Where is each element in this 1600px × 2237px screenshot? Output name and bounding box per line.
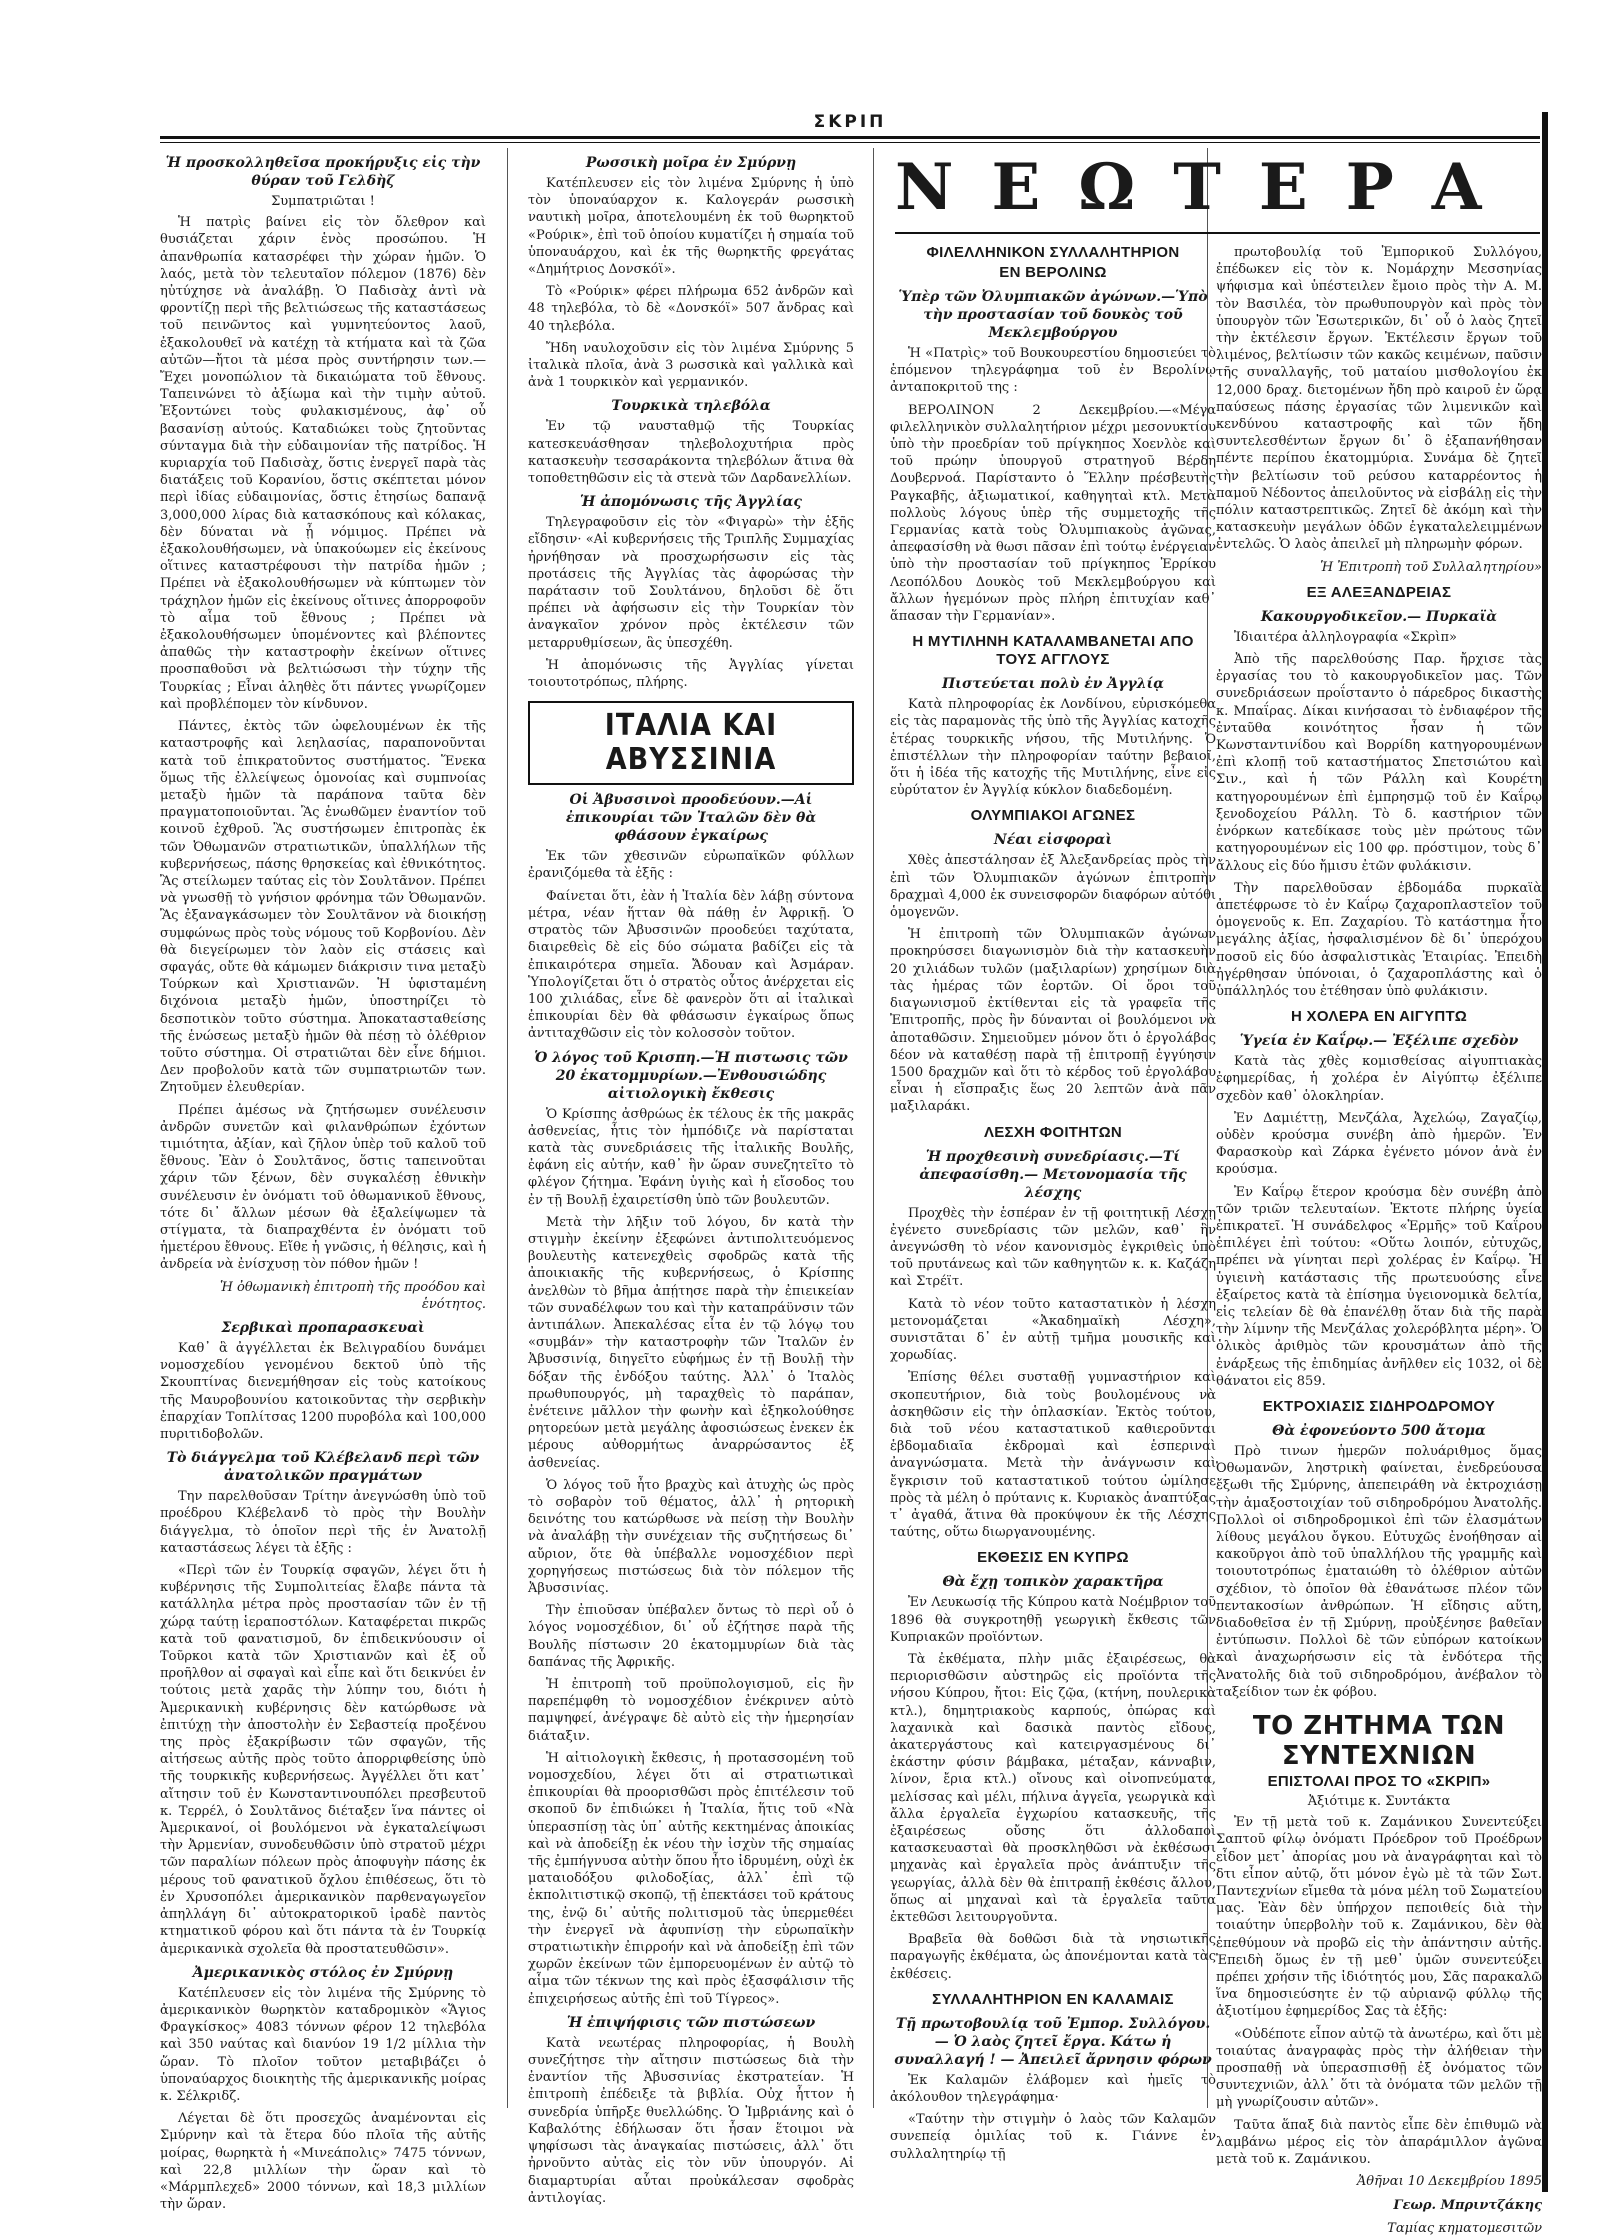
paragraph: Ἤδη ναυλοχοῦσιν εἰς τὸν λιμένα Σμύρνης 5 ἰταλικὰ πλοῖα, ἀνὰ 3 ρωσσικὰ καὶ γαλλικὰ καὶ ἀνὰ 1 τουρκικὸν καὶ γερμανικόν.	[528, 340, 854, 391]
paragraph: Τηλεγραφοῦσιν εἰς τὸν «Φιγαρὼ» τὴν ἑξῆς εἴδησιν· «Αἱ κυβερνήσεις τῆς Τριπλῆς Συμμαχίας ἠρνήθησαν νὰ προσχωρήσωσιν εἰς τὰς προτάσεις τῆς Ἀγγλίας τὰς ἀφορώσας τὴν παράτασιν τοῦ Σουλτάνου, δηλοῦσι δὲ ὅτι πρέπει νὰ ἀφήσωσιν εἰς τὴν Τουρκίαν τὸν ἀναγκαῖον χρόνον πρὸς ἐκτέλεσιν τῶν μεταρρυθμίσεων, ἃς ὑπεσχέθη.	[528, 515, 854, 651]
paragraph: Προχθὲς τὴν ἑσπέραν ἐν τῇ φοιτητικῇ Λέσχῃ ἐγένετο συνεδρίασις τῶν μελῶν, καθ᾽ ἣν ἀνεγνώσθη τὸ νέον κανονισμὸς ἐγκριθεὶς ὑπὸ τοῦ πρυτάνεως καὶ τῶν καθηγητῶν κ. κ. Καζάζη καὶ Στρέϊτ.	[890, 1205, 1216, 1290]
headline: Ἀμερικανικὸς στόλος ἐν Σμύρνῃ	[192, 1964, 454, 1981]
subhead: Θὰ ἔχῃ τοπικὸν χαρακτῆρα	[942, 1574, 1164, 1591]
paragraph: Ἀπὸ τῆς παρελθούσης Παρ. ἤρχισε τὰς ἐργασίας του τὸ κακουργοδικεῖον μας. Τῶν συνεδριάσεων προΐσταντο ὁ πάρεδρος δικαστὴς κ. Μπαΐρας. Δίκαι κινήσασαι τὸ ἐνδιαφέρον τῆς ἐνταῦθα κοινότητος ἦσαν ἡ τῶν Κωνσταντινίδου καὶ Βορρίδη κατηγορουμένων ἐπὶ κλοπῇ τοῦ καταστήματος Σπετσιώτου καὶ Σιν., καὶ ἡ τῶν Ράλλη καὶ Κουρέτη κατηγορουμένων ἐπὶ ἐμπρησμῷ τοῦ ἐν Καΐρῳ ξενοδοχείου Ράλλη. Τὸ δ. καστήριον τῶν ἐνόρκων κατεδίκασε τοὺς μὲν πρώτους τῶν κατηγορουμένων εἰς 100 φρ. πρόστιμον, τοὺς δ᾽ ἄλλους εἰς δύο ἤμισυ ἐτῶν φυλάκισιν.	[1216, 652, 1542, 874]
paragraph: Ἰδιαιτέρα ἀλληλογραφία «Σκρὶπ»	[1234, 629, 1457, 645]
headline: Ρωσσικὴ μοῖρα ἐν Σμύρνῃ	[585, 155, 797, 171]
paragraph: Τὴν παρελθοῦσαν ἑβδομάδα πυρκαϊὰ ἀπετέφρωσε τὸ ἐν Καΐρῳ ζαχαροπλαστεῖον τοῦ ὁμογενοῦς κ. Επ. Ζαχαρίου. Τὸ κατάστημα ἦτο μεγάλης ἀξίας, ἠσφαλισμένον δὲ δι᾽ ὑπερόχου ποσοῦ εἰς δύο ἀσφαλιστικὰς Ἑταιρίας. Ἐπειδὴ ἠγέρθησαν ὑπόνοιαι, ὁ ζαχαροπλάστης καὶ ὁ ὑπάλληλός του ἐτέθησαν ὑπὸ φυλάκισιν.	[1216, 880, 1542, 999]
headline: ΕΞ ΑΛΕΞΑΝΔΡΕΙΑΣ	[1306, 583, 1452, 601]
subhead: Τῇ πρωτοβουλίᾳ τοῦ Ἐμπορ. Συλλόγου.— Ὁ λαὸς ζητεῖ ἔργα. Κάτω ἡ συναλλαγή ! — Ἀπειλεῖ ἄρνησιν φόρων	[894, 2015, 1212, 2068]
headline: ΦΙΛΕΛΛΗΝΙΚΟΝ ΣΥΛΛΑΛΗΤΗΡΙΟΝ	[926, 244, 1180, 261]
paragraph: Ἐν τῷ ναυσταθμῷ τῆς Τουρκίας κατεσκευάσθησαν τηλεβολοχυτήρια πρὸς κατασκευὴν τεσσαράκοντα τηλεβόλων ἅτινα θὰ τοποθετηθῶσιν εἰς τὰ στενὰ τῶν Δαρδανελλίων.	[528, 419, 854, 487]
subhead: Θὰ ἐφονεύοντο 500 ἄτομα	[1272, 1422, 1486, 1439]
section-banner: ΤΟ ΖΗΤΗΜΑ ΤΩΝ ΣΥΝΤΕΧΝΙΩΝ	[1252, 1711, 1506, 1772]
subhead: Κακουργοδικεῖον.— Πυρκαϊὰ	[1260, 608, 1498, 625]
paragraph: Ἐπίσης θέλει συσταθῇ γυμναστήριον καὶ σκοπευτήριον, διὰ τοὺς βουλομένους νὰ ἀσκηθῶσιν εἰς τὴν ὁπλασκίαν. Ἐκτὸς τούτου, διὰ τοῦ νέου καταστατικοῦ καθιεροῦνται ἑβδομαδιαῖα ἐκδρομαὶ καὶ ἑσπεριναὶ ἀναγνώσματα. Μετὰ τὴν ἀνάγνωσιν καὶ ἔγκρισιν τοῦ καταστατικοῦ τούτου ὡμίλησε πρὸς τὰ μέλη ὁ πρύτανις κ. Κυριακὸς ἀναπτύξας τ᾽ ἀγαθά, ἅτινα θὰ προκύψουν ἐκ τῆς Λέσχης ταύτης, οὕτω διωργανουμένης.	[890, 1370, 1216, 1541]
paragraph: Ἡ αἰτιολογικὴ ἔκθεσις, ἡ προτασσομένη τοῦ νομοσχεδίου, λέγει ὅτι αἱ στρατιωτικαὶ ἐπικουρίαι θὰ προορισθῶσι πρὸς ἐπιτέλεσιν τοῦ σκοποῦ δν ἐπιδιώκει ἡ Ἰταλία, ἥτις τοῦ «Νὰ ὑπερασπίσῃ τὰς ὑπ᾽ αὐτῆς κεκτημένας ἀποικίας καὶ νὰ ἀποδείξῃ ἐκ νέου τὴν ἰσχὺν τῆς σημαίας τῆς ἐμπήγνυσα αὐτὴν ὅπου ἦτο ἰδρυμένη, οὐχὶ ἐκ ματαιοδόξου φιλοδοξίας, ἀλλ᾽ ἐπὶ τῷ ἐκπολιτιστικῷ σκοπῷ, τῇ ἐπεκτάσει τοῦ κράτους της, ἐνῷ δι᾽ αὐτῆς πολιτισμοῦ τὰς ὑπερμεθέει τὴν ἐνεργεῖ νὰ ἀφυπνίσῃ τὴν εὐρωπαϊκὴν στρατιωτικὴν ἐπιρροήν καὶ νὰ ἀποδείξῃ ἐπὶ τῶν χωρῶν ἐκείνων τῶν ἐμπορευομένων ἐν αὐτῷ τὸ αἷμα τῶν τέκνων της καὶ πρὸς ἐξασφάλισιν τῆς ἐπιχειρήσεως αὐτῆς ἐπὶ τοῦ Τίγρεος».	[528, 1750, 854, 2007]
paragraph: Την παρελθοῦσαν Τρίτην ἀνεγνώσθη ὑπὸ τοῦ προέδρου Κλέβελανδ τὸ πρὸς τὴν Βουλὴν διάγγελμα, τὸ ὁποῖον περὶ τῆς ἐν Ἀνατολῇ καταστάσεως λέγει τὰ ἑξῆς :	[160, 1489, 486, 1556]
paragraph: Κατέπλευσεν εἰς τὸν λιμένα Σμύρνης ἡ ὑπὸ τὸν ὑποναύαρχον κ. Καλογεράν ρωσσικὴ ναυτικὴ μοῖρα, ἀποτελουμένη ἐκ τοῦ θωρηκτοῦ «Ρούρικ», ἐπὶ τοῦ ὁποίου κυματίζει ἡ σημαία τοῦ ὑποναυάρχου, καὶ ἐκ τῆς θωρηκτῆς φρεγάτας «Δημήτριος Δονσκόϊ».	[528, 176, 854, 278]
paragraph: Κατὰ νεωτέρας πληροφορίας, ἡ Βουλὴ συνεζήτησε τὴν αἴτησιν πιστώσεως διὰ τὴν ἐναντίον τῆς Ἀβυσσινίας ἐκστρατείαν. Ἡ ἐπιτροπὴ ἐπέδειξε τὰ βιβλία. Οὐχ ἧττον ἡ συνεδρία ὑπῆρξε θυελλώδης. Ὁ Ἰμβριάνης καὶ ὁ Καβαλότης ἐδήλωσαν ὅτι ἦσαν ἕτοιμοι νὰ ψηφίσωσι τὰς ἀναγκαίας πιστώσεις, ἀλλ᾽ ὅτι ἠρνοῦντο αὐτὰς εἰς τὸν νῦν ὑπουργόν. Αἱ διαμαρτυρίαι αὗται προὐκάλεσαν σφοδρὰς ἀντιλογίας.	[528, 2035, 854, 2206]
column-rule	[507, 148, 508, 2108]
dateline: Ἀθῆναι 10 Δεκεμβρίου 1895	[1356, 2174, 1542, 2190]
subhead: Συμπατριῶται !	[271, 194, 375, 209]
page-edge-bar	[1542, 112, 1548, 2192]
paragraph: Ταῦτα ἅπαξ διὰ παντὸς εἶπε δὲν ἐπιθυμῶ νὰ λαμβάνω μέρος εἰς τὸν ἀπαράμιλλον ἀγῶνα μετὰ τοῦ κ. Ζαμάνικου.	[1216, 2117, 1542, 2168]
column-2	[528, 148, 854, 2206]
headline: Η ΧΟΛΕΡΑ ΕΝ ΑΙΓΥΠΤΩ	[1290, 1008, 1468, 1026]
paragraph: Ἐν Λευκωσίᾳ τῆς Κύπρου κατὰ Νοέμβριον τοῦ 1896 θὰ συγκροτηθῇ γεωργικὴ ἔκθεσις τῶν Κυπριακῶν προϊόντων.	[890, 1595, 1216, 1645]
paragraph: Κατέπλευσεν εἰς τὸν λιμένα τῆς Σμύρνης τὸ ἀμερικανικὸν θωρηκτὸν καταδρομικὸν «Ἅγιος Φραγκίσκος» 4083 τόννων φέρον 12 τηλεβόλα καὶ 350 ναύτας καὶ διανύον 19 1/2 μίλλια τὴν ὥραν. Τὸ πλοῖον τοῦτον μεταβιβάζει ὁ ὑποναύαρχος διοικητὴς τῆς ἀμερικανικῆς μοίρας κ. Σέλκριδζ.	[160, 1985, 486, 2104]
paragraph: Κατὰ τὸ νέον τοῦτο καταστατικὸν ἡ λέσχη μετονομάζεται «Ἀκαδημαϊκὴ Λέσχη», συνιστᾶται δ᾽ ἐν αὐτῇ τμῆμα μουσικῆς καὶ χορωδίας.	[890, 1296, 1216, 1364]
headline: ΕΚΤΡΟΧΙΑΣΙΣ ΣΙΔΗΡΟΔΡΟΜΟΥ	[1262, 1397, 1496, 1415]
subhead: Ὑπὲρ τῶν Ὀλυμπιακῶν ἀγώνων.—Ὑπὸ τὴν προστασίαν τοῦ δουκὸς τοῦ Μεκλεμβούργου	[898, 289, 1208, 341]
headline: ΕΚΘΕΣΙΣ ΕΝ ΚΥΠΡΩ	[977, 1549, 1129, 1567]
paragraph: Τὸ «Ρούρικ» φέρει πλήρωμα 652 ἀνδρῶν καὶ 48 τηλεβόλα, τὸ δὲ «Δονσκόϊ» 507 ἄνδρας καὶ 40 τηλεβόλα.	[528, 284, 854, 334]
neotera-banner: ΝΕΩΤΕΡΑ	[895, 150, 1520, 225]
paragraph: Τὴν ἐπιοῦσαν ὑπέβαλεν ὄντως τὸ περὶ οὗ ὁ λόγος νομοσχέδιον, δι᾽ οὗ ἐζήτησε παρὰ τῆς Βουλῆς πίστωσιν 20 ἑκατομμυρίων διὰ τὰς δαπάνας τῆς Ἀφρικῆς.	[528, 1603, 854, 1670]
signature: Γεωρ. Μπριντζάκης	[1393, 2197, 1542, 2213]
paragraph: Ἐκ τῶν χθεσινῶν εὐρωπαϊκῶν φύλλων ἐρανιζόμεθα τὰ ἑξῆς :	[528, 849, 854, 882]
paragraph: Καθ᾽ ἃ ἀγγέλλεται ἐκ Βελιγραδίου δυνάμει νομοσχεδίου γενομένου δεκτοῦ ὑπὸ τῆς Σκουπτίνας διενεμήθησαν εἰς τοὺς κατοίκους τῆς Μαυροβουνίου κατοικοῦντας τὴν σερβικὴν ἐπαρχίαν Τοπλίτσας 1200 πυροβόλα καὶ 100,000 πυριτιδοβολῶν.	[160, 1341, 486, 1443]
paragraph: Κατὰ τὰς χθὲς κομισθείσας αἰγυπτιακὰς ἐφημερίδας, ἡ χολέρα ἐν Αἰγύπτῳ ἐξέλιπε σχεδὸν καθ᾽ ὁλοκληρίαν.	[1216, 1054, 1542, 1104]
paragraph: πρωτοβουλίᾳ τοῦ Ἐμπορικοῦ Συλλόγου, ἐπέδωκεν εἰς τὸν κ. Νομάρχην Μεσσηνίας ψήφισμα καὶ ὑπέστειλεν ἔμοιο πρὸς τὴν Α. Μ. τὸν Βασιλέα, τὸν πρωθυπουργὸν καὶ πρὸς τὸν ὑπουργὸν τῶν Ἐσωτερικῶν, δι᾽ οὗ ὁ λαὸς ζητεῖ τὴν ἐκτέλεσιν ἔργων. Ἐκτέλεσιν ἔργων τοῦ λιμένος, βελτίωσιν τῶν κακῶς κειμένων, παῦσιν τῆς συναλλαγῆς, τοῦ ματαίου μισθολογίου ἐκ 12,000 δραχ. διετομένων ἤδη πρὸ καιροῦ ἐν ὥρᾳ παύσεως πάσης ἐργασίας τῶν λιμενικῶν καὶ κενδύνου καταστροφῆς καὶ τῶν ἤδη συντελεσθέντων ἔργων δι᾽ ὃ ἐξαπανήθησαν πέντε περίπου ἑκατομμύρια. Συνάμα δὲ ζητεῖ τὴν βελτίωσιν τοῦ ρεύσου καταρρέοντος ἡ παμοῦ Νέδοντος ἀπειλοῦντος νὰ εἰσβάλῃ εἰς τὴν πόλιν καταστρεπτικῶς. Ζητεῖ δὲ ἀκόμη καὶ τὴν κατασκευὴν μεγάλων ὁδῶν ἐγκαταλελειμμένων ἐντελῶς. Ὁ λαὸς ἀπειλεῖ μὴ πληρωμὴν φόρων.	[1216, 245, 1542, 553]
signature-role: Ταμίας κηματομεσιτῶν	[1387, 2220, 1542, 2236]
paragraph: Πρὸ τινων ἡμερῶν πολυάριθμος ὅμας Ὀθωμανῶν, ληστρικὴ φαίνεται, ἐνεδρεύουσα ἔξωθι τῆς Σμύρνης, ἀπεπειράθη νὰ ἐκτροχιάσῃ τὴν ἀμαξοστοιχίαν τοῦ σιδηροδρόμου Ἀνατολῆς. Πολλοὶ οἱ σιδηροδρομικοὶ ἐπὶ τῶν ἐλασμάτων λίθους μεγάλου ὄγκου. Εὐτυχῶς ἐνοήθησαν αἱ κακοῦργοι ἀπὸ τοῦ ὑπαλλήλου τῆς γραμμῆς καὶ τοιουτοτρόπως ἐματαιώθη τὸ ὀλέθριον αὐτῶν σχέδιον, τὸ ὁποῖον θὰ ἐθανάτωσε πλέον τῶν πεντακοσίων ἀνθρώπων. Ἡ εἴδησις αὕτη, διαδοθεῖσα ἐν τῇ Σμύρνῃ, προὐξένησε βαθεῖαν ἐντύπωσιν. Πολλοὶ δὲ τῶν εὐπόρων κατοίκων καὶ ἀναχωρήσωσιν εἰς τὰ ἐνδότερα τῆς Ἀνατολῆς διὰ τοῦ σιδηροδρόμου, ἀνέβαλον τὸ ταξείδιον των ἐκ φόβου.	[1216, 1443, 1542, 1700]
paragraph: «Ταύτην τὴν στιγμὴν ὁ λαὸς τῶν Καλαμῶν συνεπείᾳ ὁμιλίας τοῦ κ. Γιάννε ἐν συλλαλητηρίῳ τῇ	[890, 2112, 1216, 2162]
paragraph: Ἡ «Πατρὶς» τοῦ Βουκουρεστίου δημοσιεύει τὸ ἑπόμενον τηλεγράφημα τοῦ ἐν Βερολίνῳ ἀνταποκριτοῦ της :	[890, 346, 1216, 396]
paragraph: «Περὶ τῶν ἐν Τουρκίᾳ σφαγῶν, λέγει ὅτι ἡ κυβέρνησις τῆς Συμπολιτείας ἔλαβε πάντα τὰ κατάλληλα μέτρα πρὸς προστασίαν τῶν ἐν τῇ χώρᾳ ταύτῃ ἱεραποστόλων. Καταφέρεται πικρῶς κατὰ τοῦ φανατισμοῦ, δν ἐπιδεικνύουσιν οἱ Τοῦρκοι κατὰ τῶν Χριστιανῶν καὶ ἐξ οὗ προῆλθον αἱ σφαγαὶ καὶ εἶπε καὶ ὅτι δεικνύει ἐν τούτοις μετὰ χαρᾶς τὴν λύπην του, διότι ἡ Ἀμερικανικὴ κυβέρνησις δὲν κατώρθωσε νὰ ἐπιτύχῃ τὴν ἀποστολὴν ἐν Σεβαστείᾳ προξένου της πρὸς ἐξακρίβωσιν τῶν σφαγῶν, τῆς αἰτήσεως αὐτῆς πρὸς τοῦτο ἀπορριφθείσης ὑπὸ τῆς τουρκικῆς κυβερνήσεως. Ἀγγέλλει ὅτι κατ᾽ αἴτησιν τοῦ ἐν Κωνσταντινουπόλει πρεσβευτοῦ κ. Τερρέλ, ὁ Σουλτᾶνος διέταξεν ἵνα πάντες οἱ Ἀμερικανοί, οἱ βουλόμενοι νὰ ἐγκαταλείψωσι τὴν Ἀρμενίαν, συνοδευθῶσιν ὑπὸ στρατοῦ μέχρι τῶν παραλίων πόλεων πρὸς ἀποφυγὴν πάσης ἐκ μέρους τοῦ φανατικοῦ ὄχλου ἐπιθέσεως, ὅτι τὸ ἐν Χρυσοπόλει ἀμερικανικὸν παρθεναγωγεῖον ἀπηλλάγη δι᾽ αὐτοκρατορικοῦ ἰραδὲ παντὸς κτηματικοῦ φόρου καὶ ὅτι πάντα τὰ ἐν Τουρκίᾳ ἀμερικανικὰ σχολεῖα θὰ προστατευθῶσιν».	[160, 1563, 486, 1957]
paragraph: «Οὐδέποτε εἶπον αὐτῷ τὰ ἀνωτέρω, καὶ ὅτι μὲ τοιαύτας ἀναγραφὰς πρὸς τὴν ἀλήθειαν τὴν προσπαθῇ νὰ ὑπερασπισθῇ ἐξ ὀνόματος τῶν συντεχνιῶν, ἀλλ᾽ ὅτι τὰ ὀνόματα τῶν μελῶν τῇ μὴ γνωρίζουσιν αὐτῶν».	[1216, 2026, 1542, 2111]
column-3	[890, 244, 1216, 2162]
masthead-rule	[160, 136, 1540, 143]
paragraph: Μετὰ τὴν λῆξιν τοῦ λόγου, δν κατὰ τὴν στιγμὴν ἐκείνην ἐξεφώνει ἀντιπολιτευόμενος βουλευτὴς κατενεχθεὶς σφοδρῶς κατὰ τῆς ἀποικιακῆς τῆς κυβερνήσεως, ὁ Κρίσπης ἀνελθὼν τὸ βῆμα ἀπῄτησε παρὰ τὴν ἐπιεικείαν τῶν συναδέλφων του καὶ τὴν καταπράϋνσιν τῶν ἀντιπάλων. Ἀπεκαλέσας εἶτα ἐν τῷ λόγῳ του «συμβάν» τὴν καταστροφὴν τῶν Ἰταλῶν ἐν Ἀβυσσινίᾳ, διηγεῖτο εὐφήμως ἐν τῇ Βουλῇ τὴν δόξαν τῆς ἐνδόξου ταύτης. Ἀλλ᾽ ὁ Ἰταλὸς πρωθυπουργός, μὴ ταραχθεὶς τὸ παράπαν, ἐνέτεινε μᾶλλον τὴν φωνὴν καὶ ἐξηκολούθησε ρητορεύων μετὰ μεγάλης ἀφοσιώσεως ἐνεκεν ἐκ μέρους αὐθορμήτως ἀναρρώσαντος ἐξ ἀσθενείας.	[528, 1214, 854, 1471]
headline: Ἡ προσκολληθεῖσα προκήρυξις εἰς τὴν θύραν τοῦ Γελδὴζ	[165, 155, 481, 189]
headline: Ὁ λόγος τοῦ Κρισπη.—Ἡ πιστωσις τῶν 20 ἑκατομμυρίων.—Ἐνθουσιώδης αἰτιολογικὴ ἔκθεσις	[534, 1049, 848, 1102]
paragraph: Πάντες, ἐκτὸς τῶν ὠφελουμένων ἐκ τῆς καταστροφῆς καὶ λεηλασίας, παραπονοῦνται κατὰ τοῦ ἐπικρατοῦντος συστήματος. Ἕνεκα ὅμως τῆς ἐλλείψεως ὁμονοίας καὶ συμπνοίας μεταξὺ ἡμῶν τὰ παράπονα ταῦτα δὲν πραγματοποιοῦνται. Ἂς ἑνωθῶμεν ἐναντίον τοῦ κοινοῦ ἐχθροῦ. Ἂς συστήσωμεν ἐπιτροπὰς ἐκ τῶν Ὀθωμανῶν στρατιωτικῶν, ὑπαλλήλων τῆς κυβερνήσεως, πάσης θρησκείας καὶ ἐθνικότητος. Ἂς στείλωμεν ταύτας εἰς τὸν Σουλτᾶνον. Πρέπει νὰ γνωσθῇ τὸ γνήσιον φρόνημα τῶν Ὀθωμανῶν. Ἂς ἐξαναγκάσωμεν τὸν Σουλτᾶνον νὰ διοικήσῃ συμφώνως πρὸς τοὺς νόμους τοῦ Κορβονίου. Δὲν θὰ διεγείρωμεν τὸν λαὸν εἰς στάσεις καὶ σφαγάς, οὔτε θὰ κάμωμεν διάκρισιν τινα μεταξὺ Τούρκων καὶ Χριστιανῶν. Ἡ ὑφισταμένη διχόνοια μεταξὺ ἡμῶν, ὑποστηρίζει τὸ δεσποτικὸν τοῦτο σύστημα. Ἀποκατασταθείσης τῆς ἑνώσεως μεταξὺ ἡμῶν θὰ πέσῃ τὸ ὀλέθριον τοῦτο σύστημα. Οἱ στρατιῶται δὲν εἶνε δήμιοι. Δεν προβολοῦν κατὰ τῶν συμπατριωτῶν των. Ζητοῦμεν ἐλευθερίαν.	[160, 719, 486, 1096]
paragraph: Λέγεται δὲ ὅτι προσεχῶς ἀναμένονται εἰς Σμύρνην καὶ τὰ ἕτερα δύο πλοῖα τῆς αὐτῆς μοίρας, θωρηκτὰ ἡ «Μινεάπολις» 7475 τόννων, καὶ 22,8 μιλλίων τὴν ὥραν καὶ τὸ «Μάρμπλεχεδ» 2000 τόννων, καὶ 18,3 μιλλίων τὴν ὥραν.	[160, 2111, 486, 2213]
paragraph: Χθὲς ἀπεστάλησαν ἐξ Ἀλεξανδρείας πρὸς τὴν ἐπὶ τῶν Ὀλυμπιακῶν ἀγώνων ἐπιτροπὴν δραχμαὶ 4,000 ἐκ συνεισφορῶν διαφόρων αὐτόθι ὁμογενῶν.	[890, 853, 1216, 921]
headline: Τουρκικὰ τηλεβόλα	[611, 398, 771, 415]
headline: ΟΛΥΜΠΙΑΚΟΙ ΑΓΩΝΕΣ	[970, 807, 1136, 825]
headline: ΛΕΣΧΗ ΦΟΙΤΗΤΩΝ	[983, 1123, 1123, 1141]
paragraph: Ἐν τῇ μετὰ τοῦ κ. Ζαμάνικου Συνεντεύξει Σαπτοῦ φίλῳ ὀνόματι Πρόεδρον τοῦ Προέδρων εἶδον μετ᾽ ἀπορίας μου νὰ ἀναγράφηται καὶ τὸ δτι εἶπον αὐτῷ, ὅτι μόνον ἐγὼ μὲ τὰ τῶν Σωτ. Παντεχνίων εἴμεθα τὰ μόνα μέλη τοῦ Σωματείου μας. Ἐὰν δὲν ὑπήρχον πεποιθείς διὰ τὴν τοιαύτην ὑπερβολὴν τοῦ κ. Ζαμάνικου, δὲν θὰ ἐπεθύμουν νὰ προβῶ εἰς τὴν ἀπάντησιν αὐτῆς. Ἐπειδὴ ὅμως ἐν τῇ μεθ᾽ ὑμῶν συνεντεύξει πρέπει χρήσιν τῆς ἰδιότητός μου, Σᾶς παρακαλῶ ἵνα δημοσιεύσητε ἐν τῷ αὐριανῷ φύλλῳ τῆς ἀξιοτίμου ἐφημερίδος Σας τὰ ἑξῆς:	[1216, 1815, 1542, 2020]
column-rule	[873, 148, 874, 2108]
subhead: ΕΠΙΣΤΟΛΑΙ ΠΡΟΣ ΤΟ «ΣΚΡΙΠ»	[1267, 1773, 1491, 1791]
paragraph: Κατὰ πληροφορίας ἐκ Λονδίνου, εὑρισκόμεθα εἰς τὰς παραμονὰς τῆς ὑπὸ τῆς Ἀγγλίας κατοχῆς ἑτέρας τουρκικῆς νήσου, τῆς Μυτιλήνης. Ὁ ἐπιστέλλων τὴν πληροφορίαν ταύτην βεβαιοῖ, ὅτι ἡ ἰδέα τῆς κατοχῆς τῆς Μυτιλήνης, εἶνε εἰς εὐρύτατον ἐν Ἀγγλίᾳ κύκλον διαδεδομένη.	[890, 697, 1216, 799]
paragraph: Ἡ ἐπιτροπὴ τῶν Ὀλυμπιακῶν ἀγώνων προκηρύσσει διαγωνισμὸν διὰ τὴν κατασκευὴν 20 χιλιάδων τυλῶν (μαξιλαρίων) χρησίμων διὰ τὰς ἡμέρας τῶν ἑορτῶν. Οἱ ὅροι τοῦ διαγωνισμοῦ ἐκτίθενται εἰς τὰ γραφεῖα τῆς Ἐπιτροπῆς, πρὸς ἣν δύνανται οἱ βουλόμενοι νὰ ἀποταθῶσιν. Σημειοῦμεν μόνον ὅτι ὁ ἐργολάβος δέον νὰ καταθέσῃ παρὰ τῇ ἐπιτροπῇ ἐγγύησιν 1500 δραχμῶν καὶ ὅτι τὸ κέρδος τοῦ ἐργολάβου εἶναι ἡ εἴσπραξις ἕως 20 λεπτῶν ἀνὰ πᾶν μαξιλαράκι.	[890, 927, 1216, 1115]
column-4	[1216, 244, 1542, 2236]
signature: Ἡ Ἐπιτροπὴ τοῦ Συλλαλητηρίου»	[1320, 559, 1542, 575]
headline: Οἱ Ἀβυσσινοὶ προοδεύουν.—Αἱ ἐπικουρίαι τῶν Ἰταλῶν δὲν θὰ φθάσουν ἐγκαίρως	[565, 792, 817, 845]
paragraph: Ὁ Κρίσπης ἀσθρώως ἐκ τέλους ἐκ τῆς μακρᾶς ἀσθενείας, ἧτις τὸν ἠμπόδιζε νὰ παρίσταται κατὰ τὰς συνεδριάσεις τῆς ἰταλικῆς Βουλῆς, ἐφάνη εἰς αὐτήν, καθ᾽ ἣν ὥραν συνεζητεῖτο τὸ φλέγον ζήτημα. Ἐφάνη ὑγιὴς καὶ ἡ εἴσοδος του ἐν τῇ Βουλῇ ἐχαιρετίσθη ὑπὸ τῶν βουλευτῶν.	[528, 1106, 854, 1208]
paragraph: Πρέπει ἀμέσως νὰ ζητήσωμεν συνέλευσιν ἀνδρῶν συνετῶν καὶ φιλανθρώπων ἐχόντων τιμιότητα, ἀξίαν, καὶ ζῆλον ὑπὲρ τοῦ καλοῦ τοῦ ἔθνους. Ἐὰν ὁ Σουλτᾶνος, ὅστις ταπεινοῦται χάριν τῶν ξένων, δὲν συγκαλέσῃ ἐθνικὴν συνέλευσιν ἐν ὀνόματι τοῦ ὀθωμανικοῦ ἔθνους, τότε δι᾽ ἄλλων μέσων θὰ ἐξαλείψωμεν τὰ στίγματα, τὰ διαπραχθέντα ἐν ὀνόματι τοῦ ἡμετέρου ἔθνους. Εἴθε ἡ γνῶσις, ἡ θέλησις, καὶ ἡ ἀνδρεία νὰ ἐνίσχυσῃ τὸν πόθον ἡμῶν !	[160, 1102, 486, 1273]
paragraph: Βραβεῖα θὰ δοθῶσι διὰ τὰ νησιωτικῆς παραγωγῆς ἐκθέματα, ὡς ἀπονέμονται κατὰ τὰς ἐκθέσεις.	[890, 1932, 1216, 1982]
headline: Η ΜΥΤΙΛΗΝΗ ΚΑΤΑΛΑΜΒΑΝΕΤΑΙ ΑΠΟ ΤΟΥΣ ΑΓΓΛΟΥΣ	[912, 633, 1194, 669]
paragraph: ΒΕΡΟΛΙΝΟΝ 2 Δεκεμβρίου.—«Μέγα φιλελληνικὸν συλλαλητήριον μέχρι μεσονυκτίου ὑπὸ τὴν προεδρίαν τοῦ πρίγκηπος Χοενλὸε καὶ τοῦ πρώην ὑπουργοῦ στρατηγοῦ Βέρδη Δουβερνοά. Παρίσταντο ὁ Ἕλλην πρέσβευτὴς Ραγκαβῆς, ἀξιωματικοί, καθηγηταὶ κτλ. Μετὰ πολλοὺς λόγους ὑπὲρ τῆς συμμετοχῆς τῆς Γερμανίας κατὰ τοὺς Ὀλυμπιακοὺς ἀγῶνας, ἀπεφασίσθη νὰ θωσι πᾶσαν ἐπὶ τούτῳ ἐνέργειαν ὑπὸ τὴν προστασίαν τοῦ πρίγκηπος Ἐρρίκου Λεοπόλδου Δουκὸς τοῦ Μεκλεμβούργου καὶ ἄλλων ἡγεμόνων πρὸς πλήρη ἐπιτυχίαν καθ᾽ ἅπασαν τὴν Γερμανίαν».	[890, 402, 1216, 625]
subhead: Ὑγεία ἐν Καΐρῳ.— Ἐξέλιπε σχεδὸν	[1239, 1033, 1519, 1050]
headline: Ἡ ἀπομόνωσις τῆς Ἀγγλίας	[580, 494, 802, 511]
signature: Ἡ ὀθωμανικὴ ἐπιτροπὴ τῆς προόδου καὶ ἑνότητος.	[219, 1279, 486, 1312]
paragraph: Ἐκ Καλαμῶν ἐλάβομεν καὶ ἠμεῖς τὸ ἀκόλουθον τηλεγράφημα·	[890, 2072, 1216, 2106]
paragraph: Ἐν Καΐρῳ ἕτερον κρούσμα δὲν συνέβη ἀπὸ τῶν τριῶν τελευταίων. Ἐκτοτε πλήρης ὑγεία ἐπικρατεῖ. Ἡ συνάδελφος «Ἑρμῆς» τοῦ Καΐρου ἐπιλέγει ἐπὶ τούτου: «Οὕτω λοιπόν, εὐτυχῶς, πρέπει νὰ γίνηται περὶ χολέρας ἐν Καΐρῳ. Ἡ ὑγιεινὴ κατάστασις τῆς πρωτευούσης εἶνε ἐξαίρετος κατὰ τὰ ἐπίσημα ὑγειονομικὰ δελτία, εἰς τελείαν δὲ θὰ ἐπανέλθῃ ὅταν διὰ τῆς παρὰ τὴν λίμνην τῆς Μενζάλας χολερόβλητα μέρη». Ὁ ὁλικὸς ἀριθμὸς τῶν κρουσμάτων ἀπὸ τῆς ἐνάρξεως τῆς ἐπιδημίας ἀνῆλθεν εἰς 1032, οἱ δὲ θάνατοι εἰς 859.	[1216, 1184, 1542, 1389]
paragraph: Τὰ ἐκθέματα, πλὴν μιᾶς ἐξαιρέσεως, θὰ περιορισθῶσιν αὐστηρῶς εἰς προϊόντα τῆς νήσου Κύπρου, ἤτοι: Εἰς ζῷα, (κτήνη, πουλερικὰ κτλ.), δημητριακοὺς καρπούς, ὀπώρας καὶ λαχανικὰ καὶ δασικὰ παντὸς εἴδους, ἀκατεργάστους καὶ κατειργασμένους δι᾽ ἑκάστην φύσιν βάμβακα, μέταξαν, κάνναβιν, λίνον, ἔρια κτλ.) οἴνους καὶ οἰνοπνεύματα, μελίσσας καὶ μέλι, πήλινα ἀγγεῖα, γεωργικὰ καὶ ἄλλα ἐργαλεῖα ἐγχωρίου κατασκευῆς, τῆς ἐξαιρέσεως οὔσης ὅτι ἀλλοδαποὶ κατασκευασταὶ θὰ προσκληθῶσι νὰ ἐκθέσωσι μηχανὰς καὶ ἐργαλεῖα πρὸς ἀνάπτυξιν τῆς γεωργίας, ἀλλὰ δὲν θὰ ἐπιτραπῇ ἐκθέσις ἄλλου, ὅπως αἱ μηχαναὶ καὶ τὰ ἐργαλεῖα ταῦτα ἐκτεθῶσι λειτουργοῦντα.	[890, 1651, 1216, 1926]
paragraph: Ὁ λόγος τοῦ ἦτο βραχὺς καὶ ἀτυχὴς ὡς πρὸς τὸ σοβαρὸν τοῦ θέματος, ἀλλ᾽ ἡ ρητορικὴ δεινότης του κατώρθωσε νὰ πείσῃ τὴν Βουλὴν νὰ ἀναλάβῃ τὴν συνέχειαν τῆς συζητήσεως δι᾽ αὔριον, ὅτε θὰ ὑπέβαλλε νομοσχέδιον περὶ χορηγήσεως πιστώσεως διὰ τὸν πόλεμον τῆς Ἀβυσσινίας.	[528, 1477, 854, 1596]
paragraph: Ἡ ἐπιτροπὴ τοῦ προϋπολογισμοῦ, εἰς ἣν παρεπέμφθη τὸ νομοσχέδιον ἐνέκρινεν αὐτὸ παμψηφεί, ἀνέγραψε δὲ αὐτὸ εἰς τὴν ἡμερησίαν διάταξιν.	[528, 1677, 854, 1744]
headline: Τὸ διάγγελμα τοῦ Κλέβελανδ περὶ τῶν ἀνατολικῶν πραγμάτων	[166, 1450, 480, 1485]
section-banner: ΙΤΑΛΙΑ ΚΑΙ ΑΒΥΣΣΙΝΙΑ	[528, 701, 854, 785]
subhead: Ἀξιότιμε κ. Συντάκτα	[1307, 1794, 1451, 1810]
paragraph: Ἡ ἀπομόνωσις τῆς Ἀγγλίας γίνεται τοιουτοτρόπως, πλήρης.	[528, 657, 854, 691]
headline: ΣΥΛΛΑΛΗΤΗΡΙΟΝ ΕΝ ΚΑΛΑΜΑΙΣ	[932, 1990, 1174, 2008]
paragraph: Ἡ πατρὶς βαίνει εἰς τὸν ὄλεθρον καὶ θυσιάζεται χάριν ἑνὸς προσώπου. Ἡ ἀπανθρωπία κατασρέφει τὴν χώραν ἡμῶν. Ὁ λαός, μετὰ τὸν τελευταῖον πόλεμον (1876) δὲν ηὐτύχησε νὰ ἀναλάβῃ. Ὁ Παδισὰχ ἀντὶ νὰ φροντίζῃ περὶ τῆς βελτιώσεως τῆς καταστάσεως τοῦ πεινῶντος καὶ γυμνητεύοντος λαοῦ, ἐξακολουθεῖ νὰ κατέχῃ τὰ κτήματα καὶ τὰ ζῶα αὐτῶν—ἤτοι τὰ μέσα πρὸς συντήρησιν των.—Ἔχει μονοπώλιον τὰ δικαιώματα τοῦ ἔθνους. Ταπεινώνει τὸ ἀξίωμα καὶ τὴν τιμὴν αὐτοῦ. Ἐξοντώνει τοὺς φυλακισμένους, ἀφ᾽ οὗ βασανίσῃ αὐτούς. Καταδιώκει τοὺς ζητοῦντας σύνταγμα διὰ τὴν εὐδαιμονίαν τῆς πατρίδος. Ἡ κυριαρχία τοῦ Παδισὰχ, ὅστις ἐνεργεῖ παρὰ τὰς διατάξεις τοῦ Κορανίου, ὅστις σκέπτεται μόνον περὶ ἰδίας εὐδαιμονίας, ὅστις ἐτησίως δαπανᾷ 3,000,000 λίρας διὰ κατασκόπους καὶ κόλακας, δὲν δύναται νὰ ᾖ νόμιμος. Πρέπει νὰ ἐξακολουθήσωμεν, νὰ ὑπακούωμεν εἰς ἐκείνους οἵτινες καταστρέφουσι τὴν πατρίδα ἡμῶν ; Πρέπει νὰ ἐξακολουθήσωμεν νὰ κύπτωμεν τὸν τράχηλον ἡμῶν εἰς ἐκείνους οἵτινες ἀπορροφοῦν τὸ αἷμα τοῦ ἔθνους ; Πρέπει νὰ ἐξακολουθήσωμεν ὑπομένοντες καὶ βλέποντες ἀπαθῶς τὴν καταστροφὴν ἐκείνων οἵτινες προσπαθοῦσι νὰ βελτιώσωσι τὴν τύχην τῆς Τουρκίας ; Εἶναι ἀληθὲς ὅτι πάντες γνωρίζομεν καὶ προβλέπομεν τὸν κίνδυνον.	[160, 215, 486, 712]
paragraph: Ἐν Δαμιέττῃ, Μενζάλα, Ἀχελώῳ, Ζαγαζίῳ, οὐδὲν κρούσμα συνέβη ἀπὸ ἡμερῶν. Ἐν Φαρασκοὺρ καὶ Ζάρκα ἐγένετο μόνον ἀνὰ ἐν κρούσμα.	[1216, 1110, 1542, 1178]
headline: Ἡ ἐπιψήφισις τῶν πιστώσεων	[566, 2014, 816, 2031]
subhead: Νέαι εἰσφοραὶ	[993, 832, 1113, 849]
neotera-rule	[895, 232, 1540, 234]
headline: ΕΝ ΒΕΡΟΛΙΝΩ	[999, 264, 1107, 281]
subhead: Ἡ προχθεσινὴ συνεδρίασις.—Τί ἀπεφασίσθη.— Μετονομασία τῆς λέσχης	[919, 1148, 1187, 1201]
column-1	[160, 148, 486, 2213]
masthead-title: ΣΚΡΙΠ	[813, 112, 887, 132]
headline: Σερβικαὶ προπαρασκευαὶ	[221, 1320, 425, 1336]
paragraph: Φαίνεται ὅτι, ἐὰν ἡ Ἰταλία δὲν λάβῃ σύντονα μέτρα, νέαν ἥτταν θὰ πάθῃ ἐν Ἀφρικῇ. Ὁ στρατὸς τῶν Ἀβυσσινῶν προοδεύει ταχύτατα, διαιρεθεὶς δὲ εἰς δύο σώματα βαδίζει εἰς τὰ ἐπικαιρότερα σημεῖα. Ἄδουαν καὶ Ἀσμάραν. Ὑπολογίζεται ὅτι ὁ στρατὸς οὗτος ἀνέρχεται εἰς 100 χιλιάδας, εἶνε δὲ φανερὸν ὅτι αἱ ἰταλικαὶ ἐπικουρίαι δὲν θὰ φθάσωσιν ἐγκαίρως ὅπως ἀντιταχθῶσιν εἰς τὸν κολοσσὸν τοῦτον.	[528, 888, 854, 1042]
subhead: Πιστεύεται πολὺ ἐν Ἀγγλίᾳ	[941, 676, 1165, 693]
